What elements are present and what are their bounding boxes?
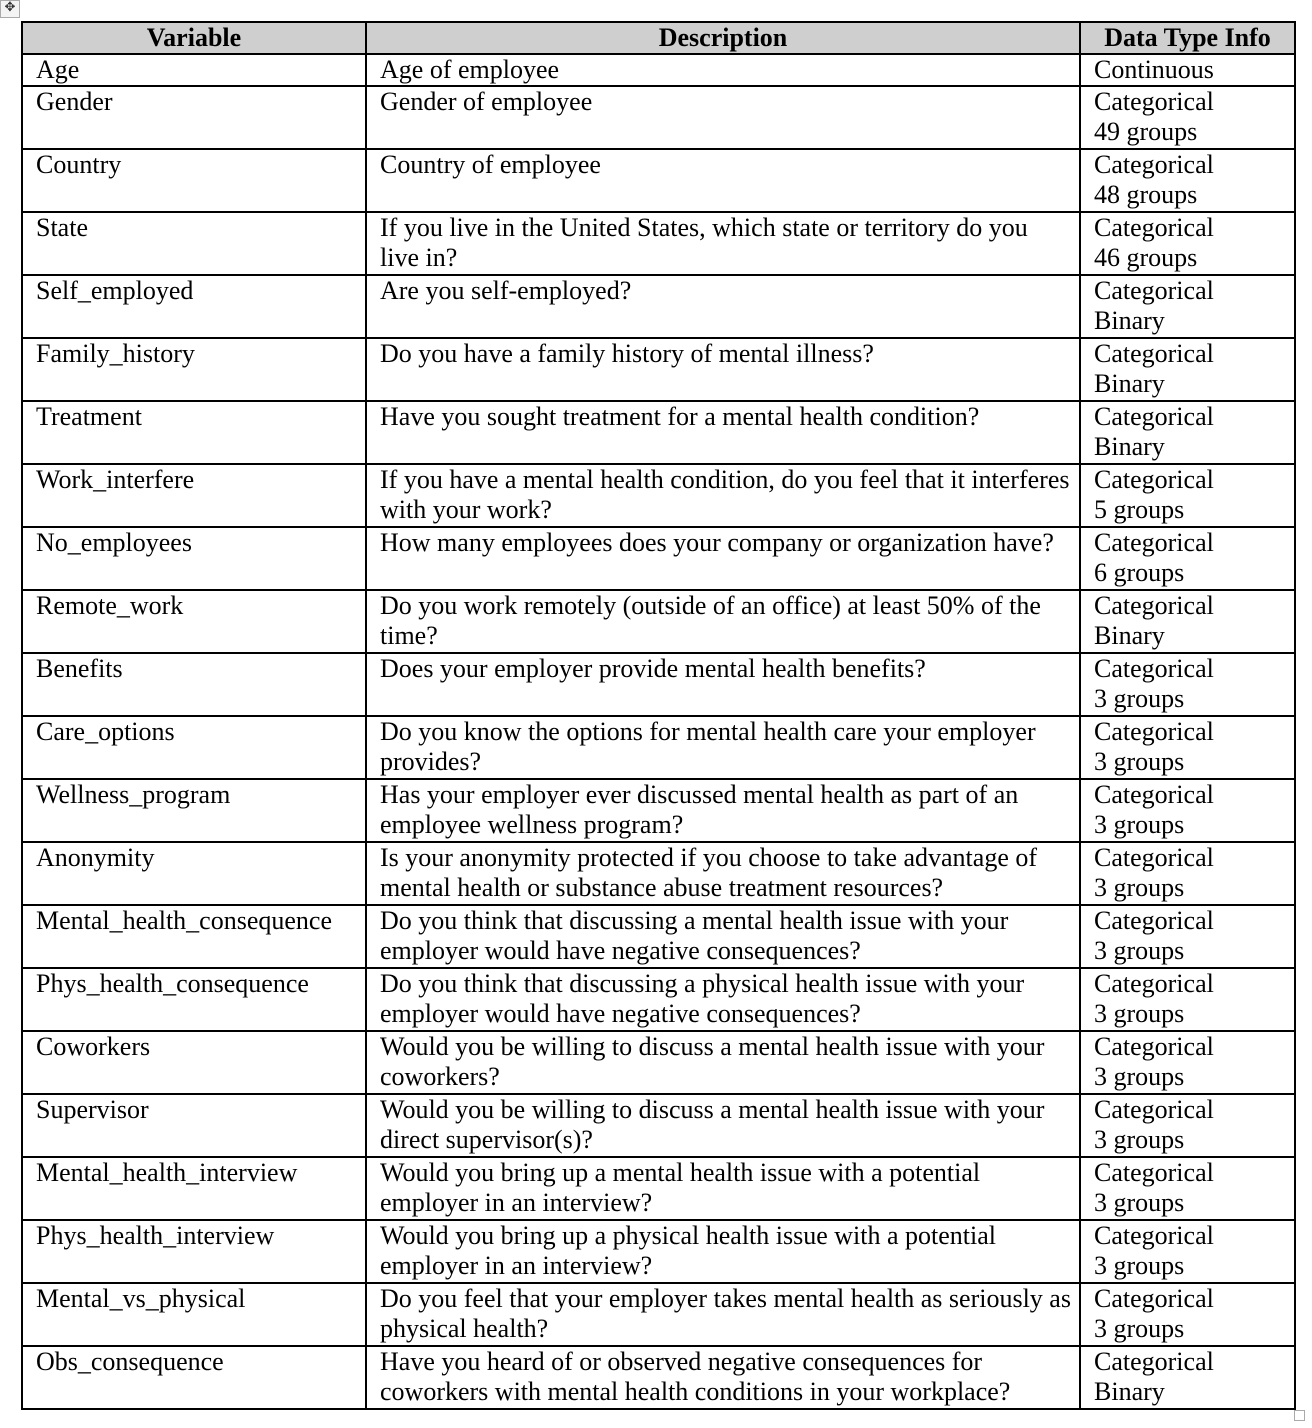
data-type-cell bbox=[1080, 968, 1295, 1031]
data-type-line: 3 groups bbox=[1094, 999, 1185, 1028]
data-type-cell bbox=[1080, 54, 1295, 86]
data-type-line: 3 groups bbox=[1094, 873, 1185, 902]
data-type-cell bbox=[1080, 149, 1295, 212]
variable-cell: Family_history bbox=[22, 338, 366, 401]
data-type-line: Binary bbox=[1094, 369, 1165, 398]
data-type-cell bbox=[1080, 401, 1295, 464]
data-type-line: Categorical bbox=[1094, 1032, 1214, 1061]
data-type-line: Categorical bbox=[1094, 1347, 1214, 1376]
variable-cell: Anonymity bbox=[22, 842, 366, 905]
description-cell: Do you think that discussing a physical health issue with your employer would have negative consequences? bbox=[366, 968, 1080, 1031]
data-type-line: 49 groups bbox=[1094, 117, 1198, 146]
description-cell: Do you work remotely (outside of an office) at least 50% of the time? bbox=[366, 590, 1080, 653]
data-type-line: Categorical bbox=[1094, 1095, 1214, 1124]
variable-cell: Obs_consequence bbox=[22, 1346, 366, 1409]
data-type-line: Categorical bbox=[1094, 528, 1214, 557]
table-row bbox=[22, 527, 1295, 590]
description-cell: Do you think that discussing a mental health issue with your employer would have negative consequences? bbox=[366, 905, 1080, 968]
table-row bbox=[22, 590, 1295, 653]
data-type-cell bbox=[1080, 905, 1295, 968]
data-type-line: Categorical bbox=[1094, 87, 1214, 116]
data-type-cell bbox=[1080, 212, 1295, 275]
description-cell: Gender of employee bbox=[366, 86, 1080, 149]
variable-cell: Remote_work bbox=[22, 590, 366, 653]
data-type-line: Binary bbox=[1094, 621, 1165, 650]
description-cell: Would you be willing to discuss a mental health issue with your coworkers? bbox=[366, 1031, 1080, 1094]
data-type-line: Continuous bbox=[1094, 55, 1214, 84]
description-cell: Has your employer ever discussed mental health as part of an employee wellness program? bbox=[366, 779, 1080, 842]
variable-cell: State bbox=[22, 212, 366, 275]
variable-cell: Mental_health_interview bbox=[22, 1157, 366, 1220]
table-row bbox=[22, 1157, 1295, 1220]
table-row bbox=[22, 653, 1295, 716]
data-type-line: Categorical bbox=[1094, 1284, 1214, 1313]
variable-cell: Supervisor bbox=[22, 1094, 366, 1157]
variable-cell: Phys_health_consequence bbox=[22, 968, 366, 1031]
data-type-cell bbox=[1080, 1220, 1295, 1283]
data-type-line: Categorical bbox=[1094, 150, 1214, 179]
data-type-line: Categorical bbox=[1094, 339, 1214, 368]
data-type-line: 3 groups bbox=[1094, 1062, 1185, 1091]
data-type-line: 46 groups bbox=[1094, 243, 1198, 272]
data-type-line: Categorical bbox=[1094, 843, 1214, 872]
table-resize-handle[interactable] bbox=[1294, 1410, 1305, 1421]
data-type-line: Binary bbox=[1094, 1377, 1165, 1406]
variable-cell: Mental_vs_physical bbox=[22, 1283, 366, 1346]
data-type-line: Categorical bbox=[1094, 213, 1214, 242]
variable-cell: Country bbox=[22, 149, 366, 212]
description-cell: Do you know the options for mental health care your employer provides? bbox=[366, 716, 1080, 779]
variable-cell: Wellness_program bbox=[22, 779, 366, 842]
data-type-line: 6 groups bbox=[1094, 558, 1185, 587]
data-type-cell bbox=[1080, 779, 1295, 842]
table-row bbox=[22, 86, 1295, 149]
data-type-line: 3 groups bbox=[1094, 1125, 1185, 1154]
table-row bbox=[22, 401, 1295, 464]
variable-cell: Coworkers bbox=[22, 1031, 366, 1094]
data-type-line: 3 groups bbox=[1094, 810, 1185, 839]
description-cell: If you have a mental health condition, do you feel that it interferes with your work? bbox=[366, 464, 1080, 527]
table-row bbox=[22, 1094, 1295, 1157]
data-type-cell bbox=[1080, 716, 1295, 779]
data-type-cell bbox=[1080, 842, 1295, 905]
data-type-line: 3 groups bbox=[1094, 684, 1185, 713]
data-type-line: Categorical bbox=[1094, 402, 1214, 431]
description-cell: Age of employee bbox=[366, 54, 1080, 86]
data-type-line: 3 groups bbox=[1094, 1251, 1185, 1280]
data-type-cell bbox=[1080, 464, 1295, 527]
table-row bbox=[22, 1220, 1295, 1283]
table-row bbox=[22, 905, 1295, 968]
data-type-line: 3 groups bbox=[1094, 747, 1185, 776]
description-cell: Does your employer provide mental health benefits? bbox=[366, 653, 1080, 716]
table-row bbox=[22, 275, 1295, 338]
header-data-type: Data Type Info bbox=[1080, 22, 1295, 54]
description-cell: Would you be willing to discuss a mental health issue with your direct supervisor(s)? bbox=[366, 1094, 1080, 1157]
table-row bbox=[22, 212, 1295, 275]
variable-cell: Benefits bbox=[22, 653, 366, 716]
table-row bbox=[22, 968, 1295, 1031]
data-type-cell bbox=[1080, 86, 1295, 149]
data-type-cell bbox=[1080, 1031, 1295, 1094]
variable-cell: Mental_health_consequence bbox=[22, 905, 366, 968]
data-type-line: Categorical bbox=[1094, 717, 1214, 746]
header-description: Description bbox=[366, 22, 1080, 54]
data-type-cell bbox=[1080, 1283, 1295, 1346]
data-type-line: Categorical bbox=[1094, 1221, 1214, 1250]
variable-cell: Work_interfere bbox=[22, 464, 366, 527]
description-cell: Do you feel that your employer takes mental health as seriously as physical health? bbox=[366, 1283, 1080, 1346]
data-type-cell bbox=[1080, 1157, 1295, 1220]
table-row bbox=[22, 54, 1295, 86]
table-row bbox=[22, 1283, 1295, 1346]
variable-cell: Treatment bbox=[22, 401, 366, 464]
table-row bbox=[22, 842, 1295, 905]
description-cell: Have you sought treatment for a mental health condition? bbox=[366, 401, 1080, 464]
data-type-line: Categorical bbox=[1094, 276, 1214, 305]
table-row bbox=[22, 338, 1295, 401]
variable-cell: Care_options bbox=[22, 716, 366, 779]
table-row bbox=[22, 716, 1295, 779]
header-variable: Variable bbox=[22, 22, 366, 54]
data-type-cell bbox=[1080, 275, 1295, 338]
description-cell: Would you bring up a mental health issue with a potential employer in an interview? bbox=[366, 1157, 1080, 1220]
description-cell: Are you self-employed? bbox=[366, 275, 1080, 338]
data-type-line: Categorical bbox=[1094, 1158, 1214, 1187]
table-row bbox=[22, 464, 1295, 527]
variable-cell: Age bbox=[22, 54, 366, 86]
header-row bbox=[22, 22, 1295, 54]
data-type-cell bbox=[1080, 653, 1295, 716]
data-type-line: 3 groups bbox=[1094, 1188, 1185, 1217]
table-move-handle-icon[interactable]: ✥ bbox=[0, 0, 20, 18]
variables-table bbox=[21, 21, 1296, 1410]
data-type-cell bbox=[1080, 338, 1295, 401]
variable-cell: Phys_health_interview bbox=[22, 1220, 366, 1283]
data-type-line: Binary bbox=[1094, 306, 1165, 335]
description-cell: Country of employee bbox=[366, 149, 1080, 212]
data-type-line: Categorical bbox=[1094, 465, 1214, 494]
variable-cell: Gender bbox=[22, 86, 366, 149]
data-type-cell bbox=[1080, 590, 1295, 653]
data-type-line: 3 groups bbox=[1094, 1314, 1185, 1343]
data-type-line: Categorical bbox=[1094, 654, 1214, 683]
description-cell: Would you bring up a physical health issue with a potential employer in an interview? bbox=[366, 1220, 1080, 1283]
data-type-line: Categorical bbox=[1094, 591, 1214, 620]
data-type-line: Categorical bbox=[1094, 906, 1214, 935]
description-cell: Is your anonymity protected if you choose to take advantage of mental health or substance abuse treatment resources? bbox=[366, 842, 1080, 905]
table-row bbox=[22, 149, 1295, 212]
description-cell: Do you have a family history of mental illness? bbox=[366, 338, 1080, 401]
variable-cell: No_employees bbox=[22, 527, 366, 590]
data-type-line: 48 groups bbox=[1094, 180, 1198, 209]
description-cell: How many employees does your company or organization have? bbox=[366, 527, 1080, 590]
description-cell: If you live in the United States, which state or territory do you live in? bbox=[366, 212, 1080, 275]
data-type-line: 5 groups bbox=[1094, 495, 1185, 524]
table-row bbox=[22, 1346, 1295, 1409]
data-type-cell bbox=[1080, 1346, 1295, 1409]
data-type-line: 3 groups bbox=[1094, 936, 1185, 965]
data-type-line: Categorical bbox=[1094, 969, 1214, 998]
description-cell: Have you heard of or observed negative consequences for coworkers with mental health conditions in your workplace? bbox=[366, 1346, 1080, 1409]
data-type-line: Categorical bbox=[1094, 780, 1214, 809]
table-row bbox=[22, 1031, 1295, 1094]
table-row bbox=[22, 779, 1295, 842]
data-type-cell bbox=[1080, 1094, 1295, 1157]
data-type-cell bbox=[1080, 527, 1295, 590]
data-type-line: Binary bbox=[1094, 432, 1165, 461]
variable-cell: Self_employed bbox=[22, 275, 366, 338]
